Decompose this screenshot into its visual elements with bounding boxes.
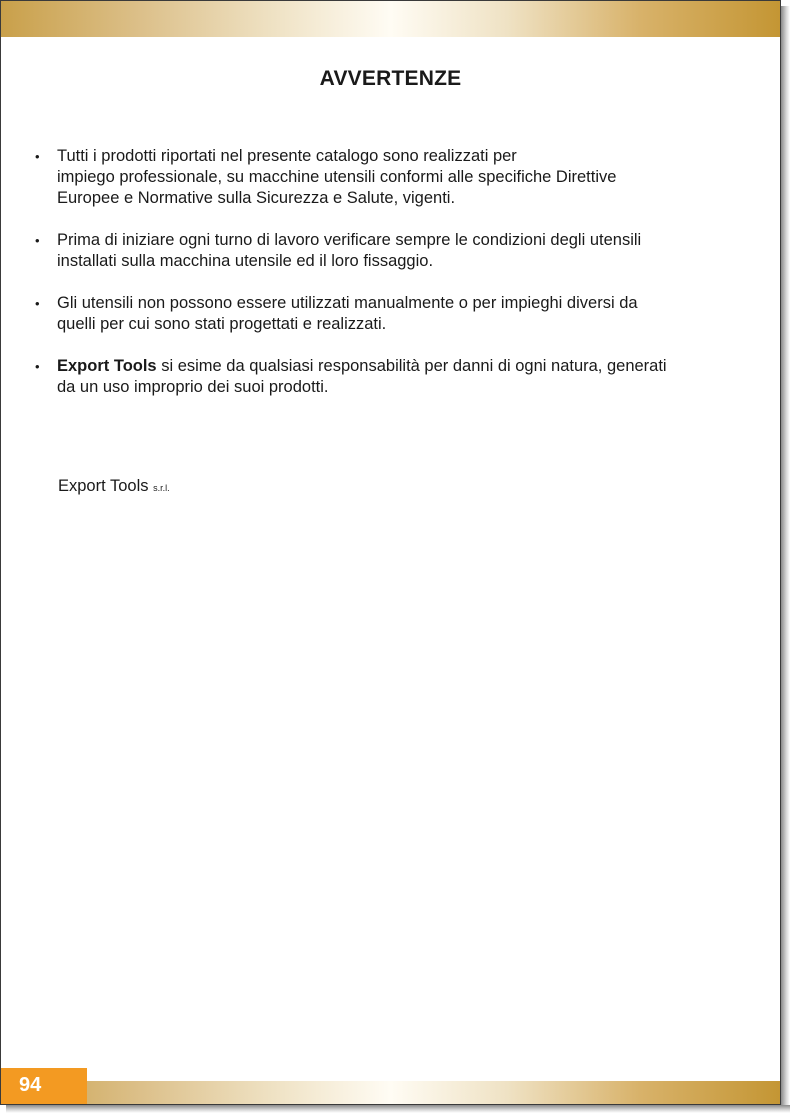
page-title: AVVERTENZE bbox=[319, 67, 462, 90]
list-item-line: Gli utensili non possono essere utilizzati manualmente o per impieghi diversi da bbox=[57, 294, 638, 312]
bullet-icon: • bbox=[35, 233, 40, 248]
bullet-icon: • bbox=[35, 359, 40, 374]
page-number-badge bbox=[1, 1068, 87, 1104]
list-item bbox=[35, 230, 755, 272]
bullet-icon: • bbox=[35, 149, 40, 164]
signature-suffix: s.r.l. bbox=[153, 483, 170, 493]
list-item-line: Prima di iniziare ogni turno di lavoro verificare sempre le condizioni degli utensili bbox=[57, 231, 642, 249]
top-gold-band bbox=[1, 1, 780, 37]
page-shadow-bottom bbox=[6, 1105, 790, 1113]
bullet-icon: • bbox=[35, 296, 40, 311]
list-item-line: Europee e Normative sulla Sicurezza e Salute, vigenti. bbox=[57, 189, 456, 207]
bottom-gold-band bbox=[1, 1081, 780, 1104]
warnings-list bbox=[35, 146, 755, 419]
list-item-line: Tutti i prodotti riportati nel presente catalogo sono realizzati per bbox=[57, 147, 517, 165]
list-item-line: quelli per cui sono stati progettati e realizzati. bbox=[57, 315, 387, 333]
company-name-bold: Export Tools bbox=[57, 357, 157, 375]
list-item bbox=[35, 146, 755, 209]
signature-name: Export Tools bbox=[58, 477, 149, 495]
list-item bbox=[35, 356, 755, 398]
list-item-line: impiego professionale, su macchine utensili conformi alle specifiche Direttive bbox=[57, 168, 617, 186]
list-item bbox=[35, 293, 755, 335]
list-item-line: installati sulla macchina utensile ed il loro fissaggio. bbox=[57, 252, 434, 270]
list-item-line bbox=[57, 356, 755, 377]
company-signature bbox=[58, 477, 170, 496]
page-number: 94 bbox=[19, 1074, 42, 1096]
list-item-text: si esime da qualsiasi responsabilità per danni di ogni natura, generati bbox=[156, 357, 667, 375]
page-shadow-right bbox=[781, 6, 790, 1111]
list-item-line: da un uso improprio dei suoi prodotti. bbox=[57, 378, 329, 396]
